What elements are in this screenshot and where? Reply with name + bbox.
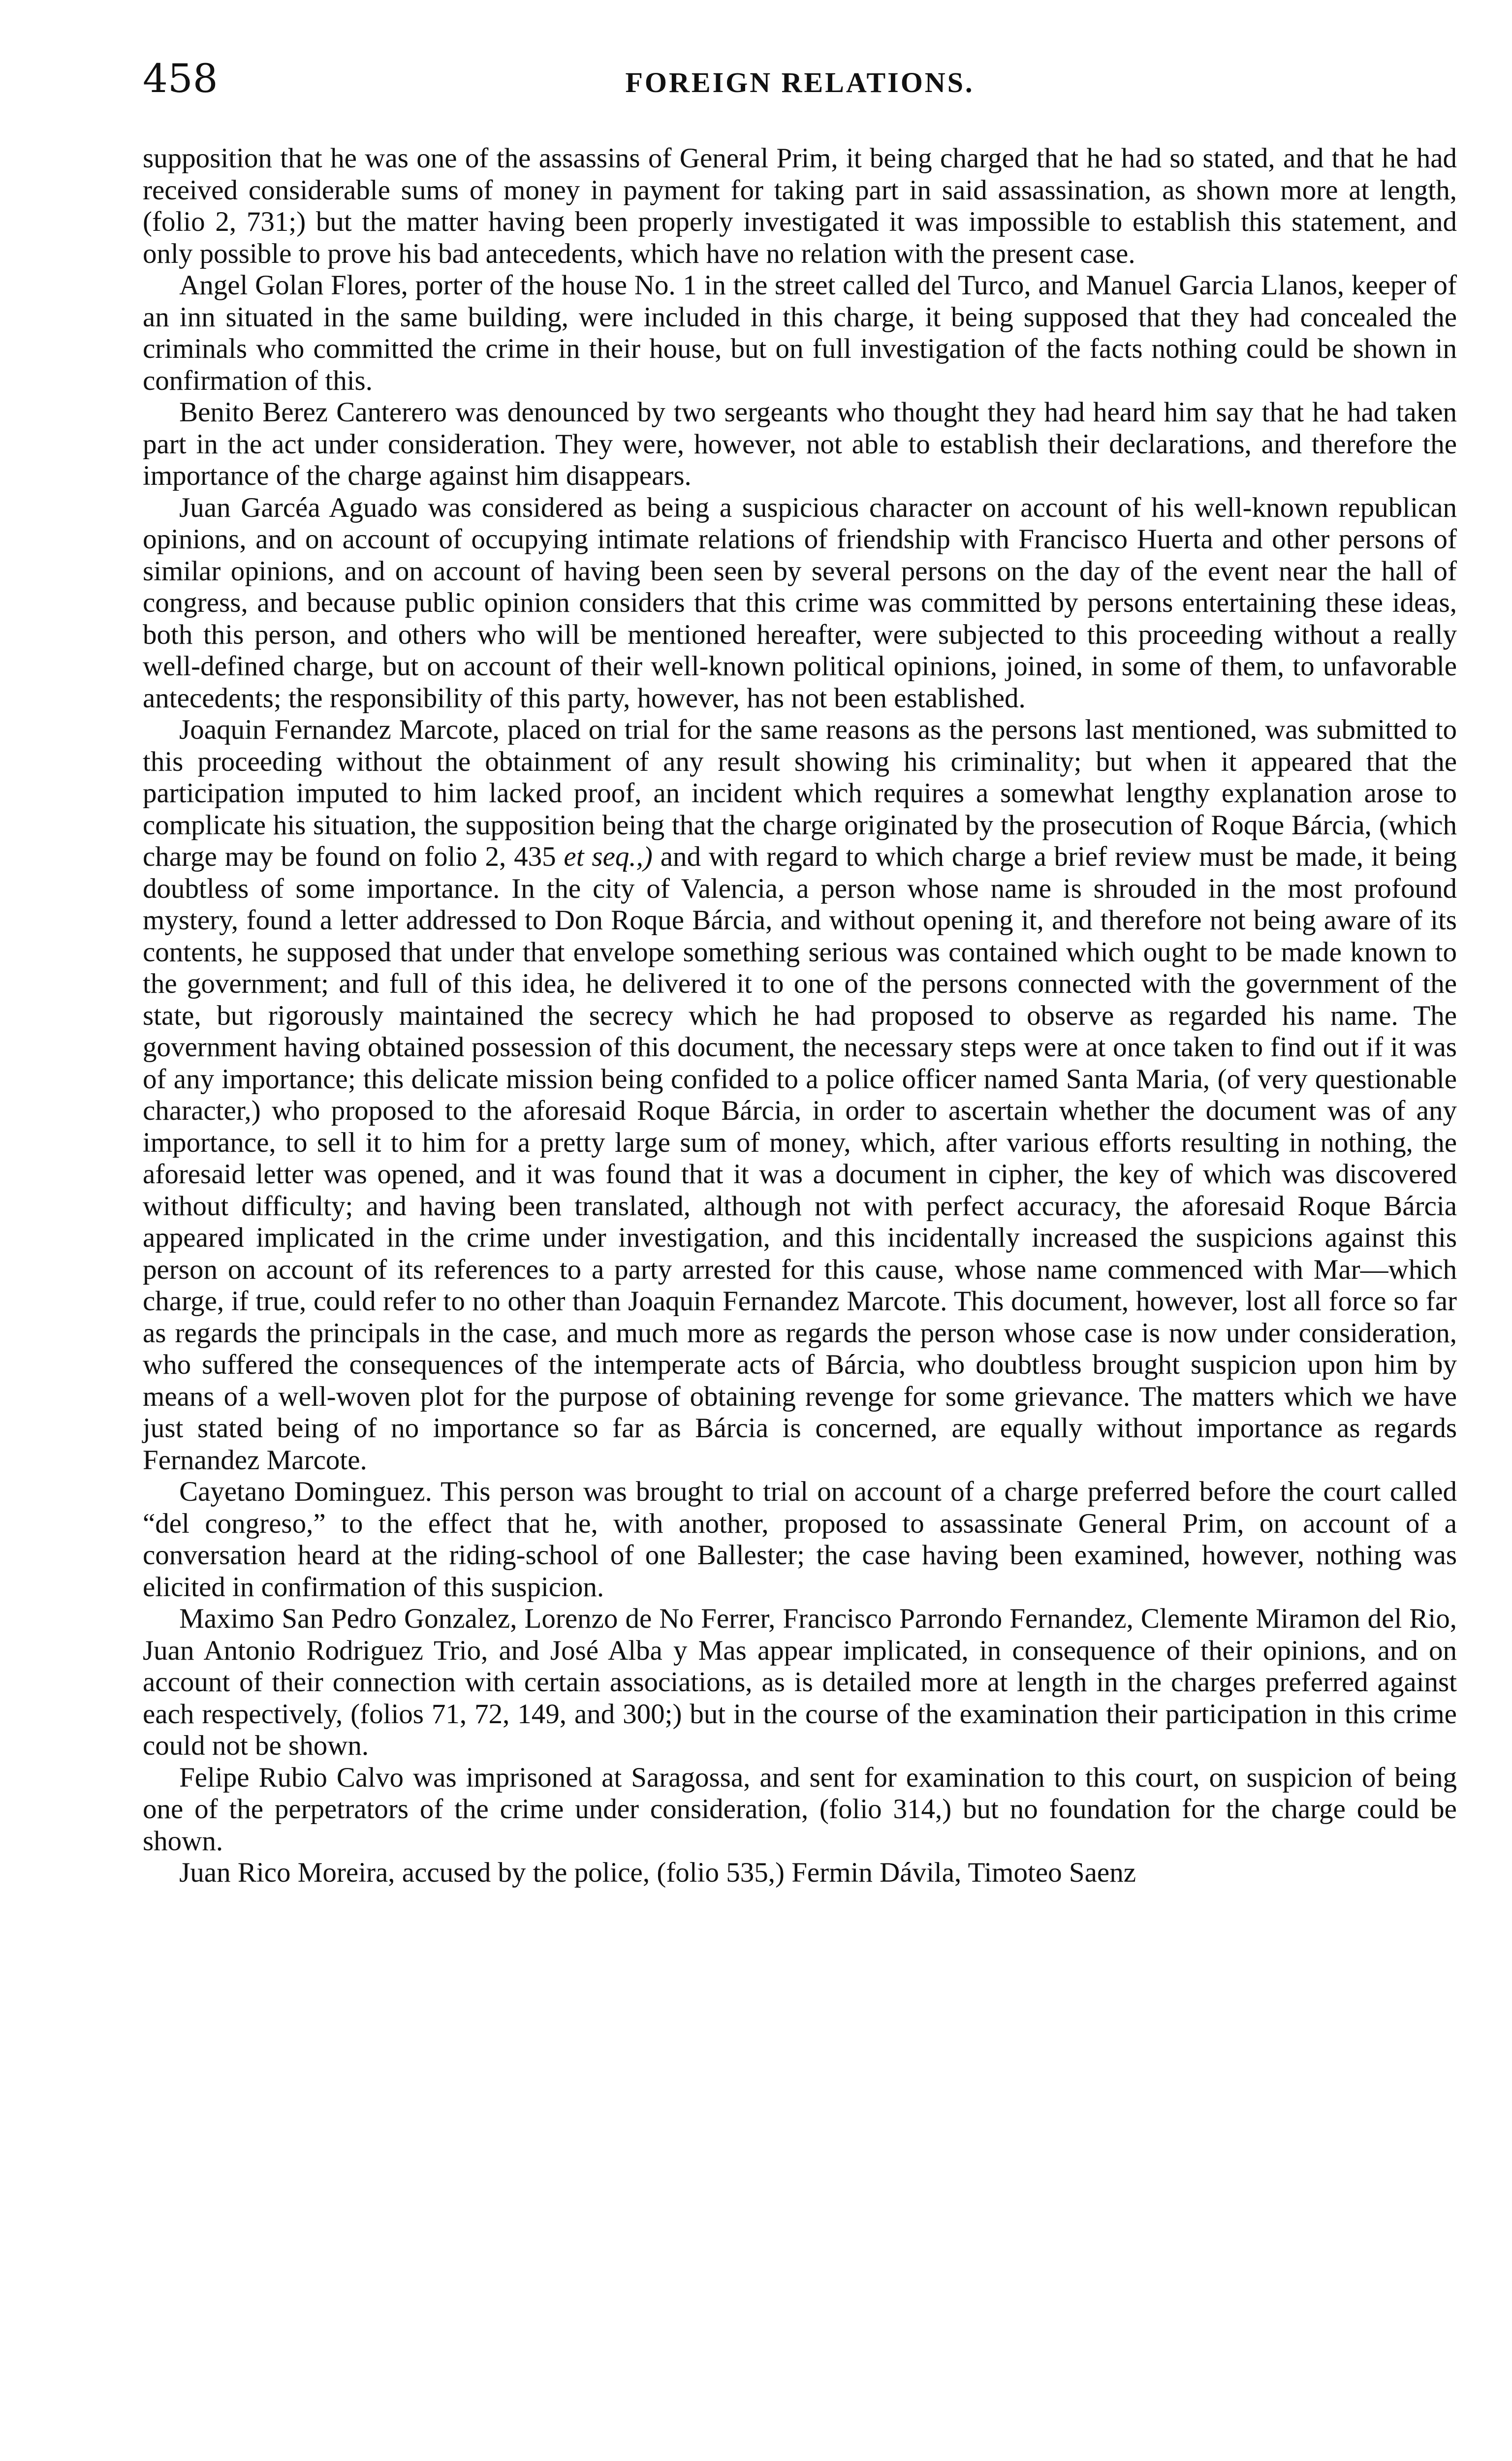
page-number: 458 [143,56,218,101]
paragraph [143,270,1457,397]
paragraph [143,1762,1457,1858]
paragraph-text: Maximo San Pedro Gonzalez, Lorenzo de No Ferrer, Francisco Parrondo Fernandez, Clemente Miramon del Rio, Juan Antonio Rodriguez Trio, and José Alba y Mas appear implicated, in consequence of their opinions, and on account of their connection with certain associations, as is detailed more at length in the charges preferred against each respectively, (folios 71, 72, 149, and 300;) but in the course of the examination their participation in this crime could not be shown. [143,1603,1457,1761]
paragraph-text: Felipe Rubio Calvo was imprisoned at Saragossa, and sent for examination to this court, on suspicion of being one of the perpetrators of the crime under consideration, (folio 314,) but no foundation for the charge could be shown. [143,1762,1457,1857]
paragraph [143,143,1457,270]
paragraph-text: Benito Berez Canterero was denounced by two sergeants who thought they had heard him say that he had taken part in the act under consideration. They were, however, not able to establish their declarations, and therefore the importance of the charge against him disappears. [143,397,1457,491]
paragraph-text: Joaquin Fernandez Marcote, placed on trial for the same reasons as the persons last mentioned, was submitted to this proceeding without the obtainment of any result showing his criminality; but when it appeared that the participation imputed to him lacked proof, an incident which requires a somewhat lengthy explanation arose to complicate his situation, the supposition being that the charge originated by the prosecution of Roque Bárcia, (which charge may be found on folio 2, 435 [143,714,1457,872]
paragraph [143,1857,1457,1889]
paragraph-text: Angel Golan Flores, porter of the house No. 1 in the street called del Turco, and Manuel Garcia Llanos, keeper of an inn situated in the same building, were included in this charge, it being supposed that they had concealed the criminals who committed the crime in their house, but on full investigation of the facts nothing could be shown in confirmation of this. [143,270,1457,396]
italic-reference: et seq.,) [564,841,653,872]
paragraph [143,397,1457,492]
paragraph-text: Juan Rico Moreira, accused by the police, (folio 535,) Fermin Dávila, Timoteo Saenz [179,1857,1136,1888]
paragraph-text: supposition that he was one of the assassins of General Prim, it being charged that he had so stated, and that he had received considerable sums of money in payment for taking part in said assassination, as shown more at length, (folio 2, 731;) but the matter having been properly investigated it was impossible to establish this statement, and only possible to prove his bad antecedents, which have no relation with the present case. [143,143,1457,269]
paragraph-text: and with regard to which charge a brief review must be made, it being doubtless of some importance. In the city of Valencia, a person whose name is shrouded in the most profound mystery, found a letter addressed to Don Roque Bárcia, and without opening it, and therefore not being aware of its contents, he supposed that under that envelope something serious was contained which ought to be made known to the government; and full of this idea, he delivered it to one of the persons connected with the government of the state, but rigorously maintained the secrecy which he had proposed to observe as regarded his name. The government having obtained possession of this document, the necessary steps were at once taken to find out if it was of any importance; this delicate mission being confided to a police officer named Santa Maria, (of very questionable character,) who proposed to the aforesaid Roque Bárcia, in order to ascertain whether the document was of any importance, to sell it to him for a pretty large sum of money, which, after various efforts resulting in nothing, the aforesaid letter was opened, and it was found that it was a document in cipher, the key of which was discovered without difficulty; and having been translated, although not with perfect accuracy, the aforesaid Roque Bárcia appeared implicated in the crime under investigation, and this incidentally increased the suspicions against this person on account of its references to a party arrested for this cause, whose name commenced with Mar—which charge, if true, could refer to no other than Joaquin Fernandez Marcote. This document, however, lost all force so far as regards the principals in the case, and much more as regards the person whose case is now under consideration, who suffered the consequences of the intemperate acts of Bárcia, who doubtless brought suspicion upon him by means of a well-woven plot for the purpose of obtaining revenge for some grievance. The matters which we have just stated being of no importance so far as Bárcia is concerned, are equally without importance as regards Fernandez Marcote. [143,841,1457,1476]
paragraph-text: Juan Garcéa Aguado was considered as being a suspicious character on account of his well-known republican opinions, and on account of occupying intimate relations of friendship with Francisco Huerta and other persons of similar opinions, and on account of having been seen by several persons on the day of the event near the hall of congress, and because public opinion considers that this crime was committed by persons entertaining these ideas, both this person, and others who will be mentioned hereafter, were subjected to this proceeding without a really well-defined charge, but on account of their well-known political opinions, joined, in some of them, to unfavorable antecedents; the responsibility of this party, however, has not been established. [143,492,1457,714]
paragraph [143,714,1457,1476]
paragraph [143,1603,1457,1762]
paragraph [143,1476,1457,1603]
paragraph [143,492,1457,715]
paragraph-text: Cayetano Dominguez. This person was brought to trial on account of a charge preferred before the court called “del congreso,” to the effect that he, with another, proposed to assassinate General Prim, on account of a conversation heard at the riding-school of one Ballester; the case having been examined, however, nothing was elicited in confirmation of this suspicion. [143,1476,1457,1603]
running-title: FOREIGN RELATIONS. [625,66,975,98]
page-header [143,49,1457,108]
body-text [143,143,1457,1889]
